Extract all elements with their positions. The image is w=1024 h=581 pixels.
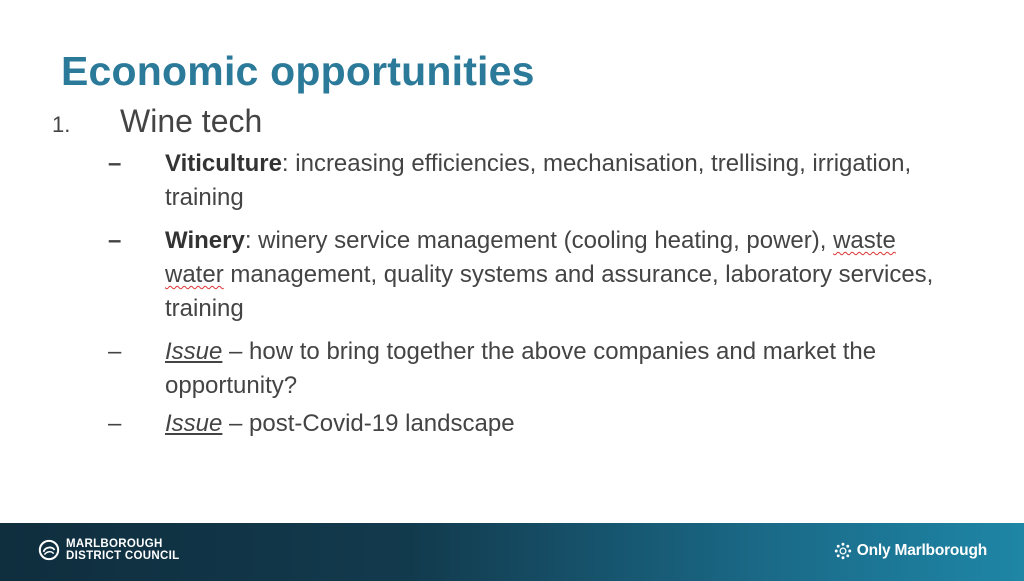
bullet-rest: – how to bring together the above companies and market the opportunity? [165,338,877,399]
bullet-underlined-lead: Issue [165,410,223,437]
bullet-dash: – [108,227,122,254]
bullet-text [165,335,935,403]
bullet-underlined-lead: Issue [165,338,223,365]
bullet-bold-lead: Viticulture [165,150,282,177]
council-name-line1: MARLBOROUGH [66,538,163,550]
footer-bar [0,523,1024,581]
bullet-dash: – [108,338,122,365]
bullet-rest: : increasing efficiencies, mechanisation, trellising, irrigation, training [165,150,912,211]
item-heading: Wine tech [120,103,263,139]
slide-title: Economic opportunities [61,48,535,94]
bullet-text [165,224,935,326]
bullet-rest-a: : winery service management (cooling heating, power), [244,227,834,254]
bullet-rest: – post-Covid-19 landscape [222,410,515,437]
bullet-text [165,147,935,215]
spellcheck-underlined-text: waste water [165,227,896,288]
bullet-dash: – [108,410,122,437]
bullet-text [165,407,935,441]
bullet-dash: – [108,150,122,177]
only-marlborough-logo [834,542,987,560]
marlborough-council-logo [38,538,179,562]
council-name-line2: DISTRICT COUNCIL [66,550,180,562]
mdc-swirl-icon [38,539,60,561]
bullet-bold-lead: Winery [165,227,245,254]
only-marlborough-text: Only Marlborough [856,542,987,559]
bullet-rest-b: management, quality systems and assurance, laboratory services, training [165,261,934,322]
item-number: 1. [52,112,71,137]
sunburst-icon [834,542,852,560]
